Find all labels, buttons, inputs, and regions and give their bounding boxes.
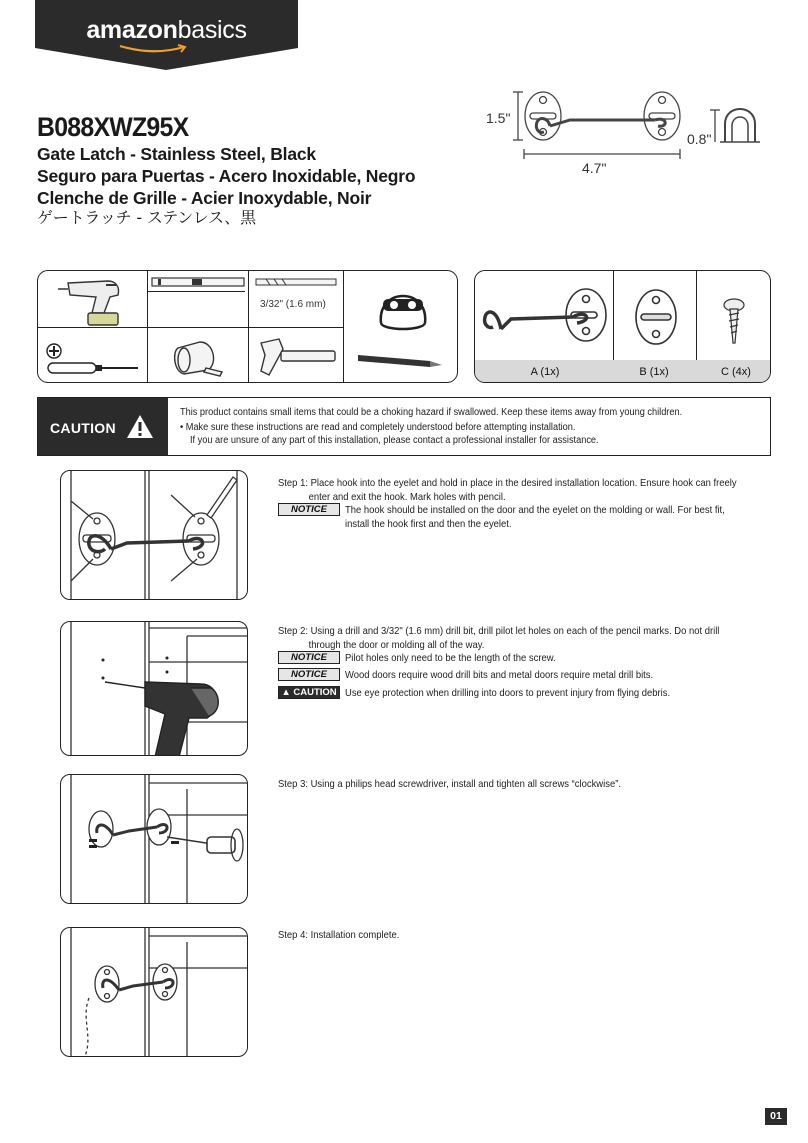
step-3-text: Step 3: Using a philips head screwdriver, install and tighten all screws “clockwise”. xyxy=(278,778,621,790)
step-1-illustration xyxy=(60,470,248,600)
step-1-notice-tag: NOTICE xyxy=(278,503,340,516)
caution-line-3: If you are unsure of any part of this installation, please contact a professional installer for assistance. xyxy=(190,435,599,446)
drill-icon xyxy=(58,273,138,327)
part-a-hook-icon xyxy=(481,279,611,351)
safety-goggles-icon xyxy=(373,277,433,331)
step-2-notice-text-1: Pilot holes only need to be the length of the screw. xyxy=(345,652,556,664)
part-a-label: A (1x) xyxy=(530,366,560,378)
drill-bit-icon xyxy=(252,275,342,289)
step-2-illustration xyxy=(60,621,248,756)
title-spanish: Seguro para Puertas - Acero Inoxidable, Negro xyxy=(37,166,416,186)
step-2-notice-text-2: Wood doors require wood drill bits and metal doors require metal drill bits. xyxy=(345,669,654,681)
brand-smile-icon xyxy=(118,44,188,54)
caution-line-2: • Make sure these instructions are read and completely understood before attempting installation. xyxy=(180,422,576,433)
title-japanese: ゲートラッチ - ステンレス、黒 xyxy=(37,208,256,227)
caution-block xyxy=(37,397,771,456)
part-c-screw-icon xyxy=(721,297,747,345)
part-b-eyelet-icon xyxy=(629,283,683,351)
part-c-label: C (4x) xyxy=(721,366,751,378)
step-2-notice-tag-1: NOTICE xyxy=(278,651,340,664)
step-4-text: Step 4: Installation complete. xyxy=(278,929,400,941)
caution-badge xyxy=(38,398,168,455)
step-2-notice-tag-2: NOTICE xyxy=(278,668,340,681)
title-french: Clenche de Grille - Acier Inoxydable, Noir xyxy=(37,188,372,208)
brand-banner xyxy=(35,0,298,70)
parts-panel xyxy=(474,270,771,383)
level-icon xyxy=(150,274,246,290)
hammer-icon xyxy=(253,335,339,379)
part-b-label: B (1x) xyxy=(639,366,669,378)
caution-line-1: This product contains small items that could be a choking hazard if swallowed. Keep these items away from young children. xyxy=(180,407,683,418)
step-2-text: Step 2: Using a drill and 3/32" (1.6 mm) drill bit, drill pilot let holes on each of the pencil marks. Do not drill through the door or molding all of the way. xyxy=(278,625,720,651)
warning-icon xyxy=(126,414,154,439)
step-3-illustration xyxy=(60,774,248,904)
tools-panel xyxy=(37,270,458,383)
product-sku: B088XWZ95X xyxy=(37,112,189,142)
dim-height-label: 1.5" xyxy=(486,110,511,126)
step-1-notice-text: The hook should be installed on the door and the eyelet on the molding or wall. For best fit, install the hook first and then the eyelet. xyxy=(345,504,725,530)
screwdriver-icon xyxy=(44,337,144,377)
pencil-icon xyxy=(356,351,446,371)
step-1-text: Step 1: Place hook into the eyelet and hold in place in the desired installation location. Ensure hook can freely enter and exit the hook. Mark holes with pencil. xyxy=(278,477,737,503)
dimension-drawing xyxy=(510,82,770,172)
step-2-caution-tag: ▲ CAUTION xyxy=(278,686,340,699)
dim-length-label: 4.7" xyxy=(582,160,607,176)
caution-label: CAUTION xyxy=(50,420,116,436)
page-number: 01 xyxy=(765,1108,787,1125)
dim-depth-label: 0.8" xyxy=(687,131,712,147)
title-english: Gate Latch - Stainless Steel, Black xyxy=(37,144,316,164)
tape-measure-icon xyxy=(170,334,230,380)
step-4-illustration xyxy=(60,927,248,1057)
step-2-caution-text: Use eye protection when drilling into doors to prevent injury from flying debris. xyxy=(345,687,671,699)
brand-logo: amazonbasics xyxy=(86,16,247,44)
drill-bit-size-label: 3/32" (1.6 mm) xyxy=(260,299,326,310)
